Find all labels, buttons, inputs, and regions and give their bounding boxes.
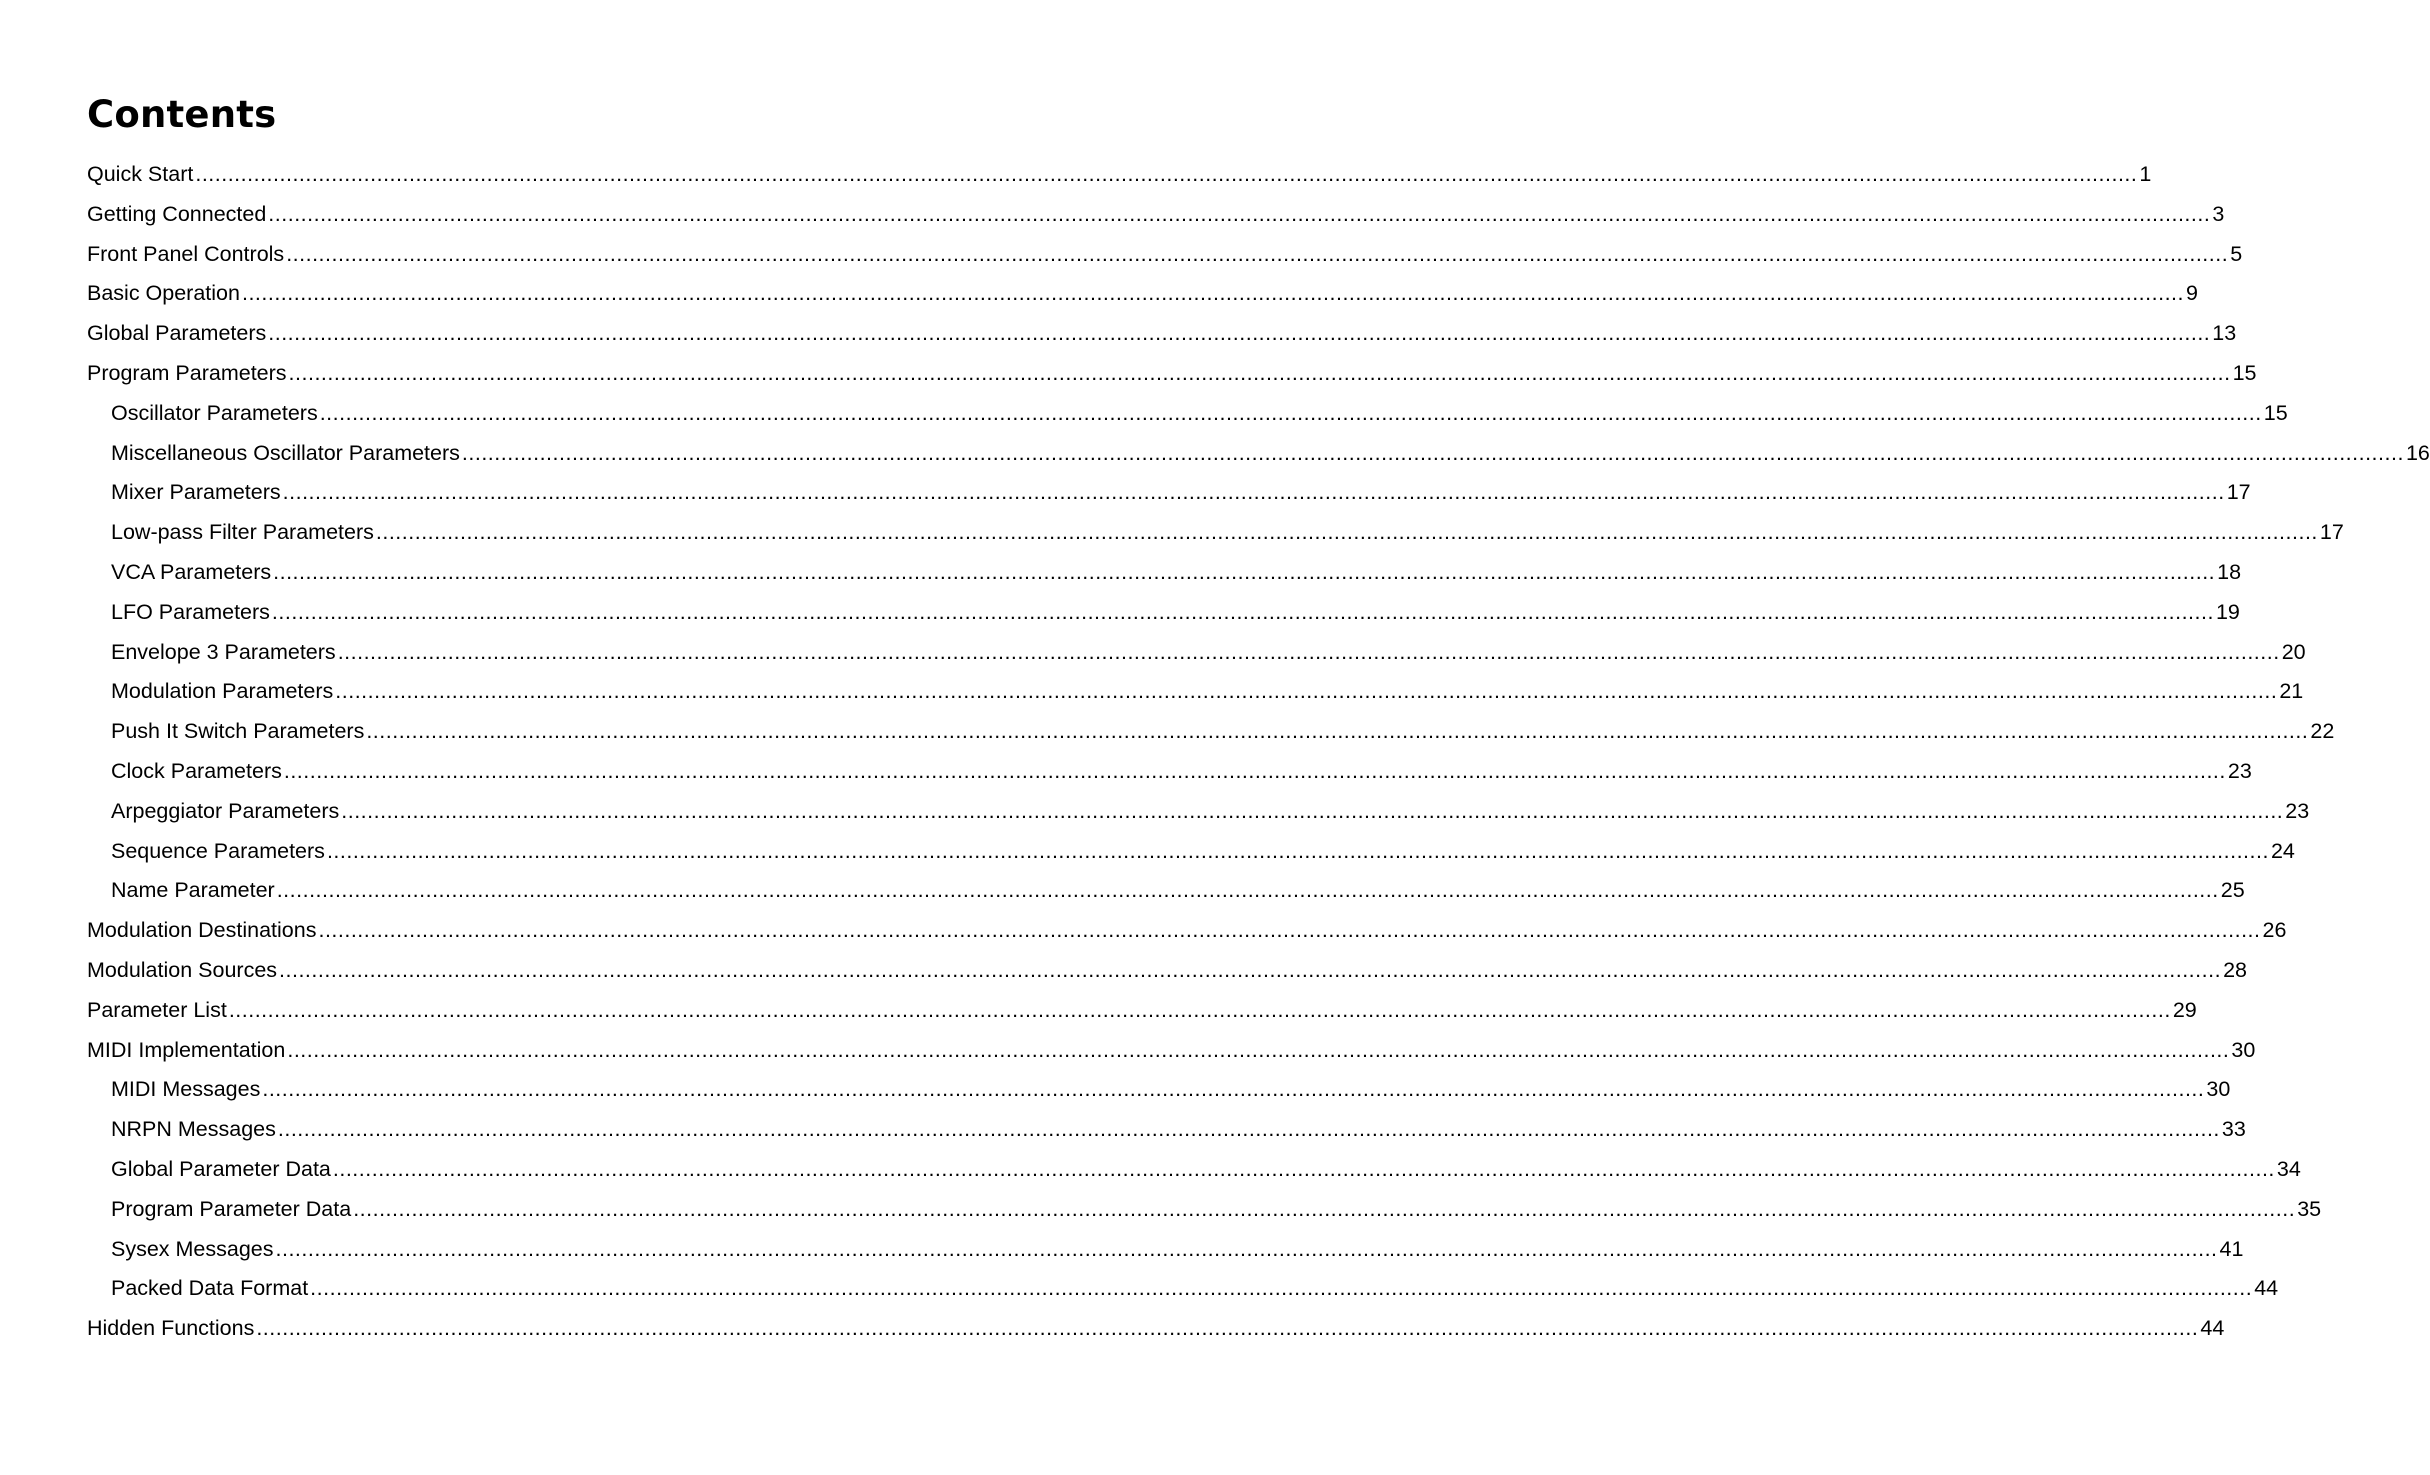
toc-entry-title: Miscellaneous Oscillator Parameters — [111, 440, 460, 465]
dot-leader: ............................................................................................................................................................................................................................................................................................................ — [279, 957, 2222, 982]
toc-entry[interactable] — [87, 1110, 2246, 1150]
toc-entry-title: Hidden Functions — [87, 1316, 255, 1341]
toc-entry-title: Modulation Destinations — [87, 918, 317, 943]
toc-entry-title: Modulation Parameters — [111, 679, 334, 704]
toc-entry-title: Front Panel Controls — [87, 241, 285, 266]
toc-entry-title: Low-pass Filter Parameters — [111, 520, 374, 545]
toc-entry[interactable] — [87, 672, 2304, 712]
toc-entry-page-number: 29 — [2172, 997, 2197, 1022]
toc-entry-title: Global Parameters — [87, 321, 267, 346]
toc-entry[interactable] — [87, 473, 2251, 513]
toc-entry[interactable] — [87, 633, 2306, 673]
toc-entry-page-number: 3 — [2212, 201, 2225, 226]
dot-leader: ............................................................................................................................................................................................................................................................................................................ — [353, 1196, 2296, 1221]
toc-entry-title: Getting Connected — [87, 201, 267, 226]
dot-leader: ............................................................................................................................................................................................................................................................................................................ — [335, 679, 2278, 704]
toc-entry-page-number: 28 — [2223, 957, 2247, 982]
dot-leader: ............................................................................................................................................................................................................................................................................................................ — [326, 838, 2269, 863]
toc-entry-page-number: 23 — [2227, 758, 2252, 783]
dot-leader: ............................................................................................................................................................................................................................................................................................................ — [337, 639, 2280, 664]
dot-leader: ............................................................................................................................................................................................................................................................................................................ — [277, 1117, 2220, 1142]
toc-entry[interactable] — [87, 1309, 2225, 1349]
toc-entry-page-number: 35 — [2297, 1196, 2322, 1221]
dot-leader: ............................................................................................................................................................................................................................................................................................................ — [241, 281, 2184, 306]
toc-entry[interactable] — [87, 1269, 2279, 1309]
dot-leader: ............................................................................................................................................................................................................................................................................................................ — [283, 758, 2226, 783]
toc-entry[interactable] — [87, 314, 2237, 354]
toc-entry[interactable] — [87, 752, 2252, 792]
toc-entry[interactable] — [87, 195, 2225, 235]
toc-entry-page-number: 5 — [2230, 241, 2243, 266]
toc-entry-page-number: 19 — [2215, 599, 2240, 624]
toc-entry[interactable] — [87, 792, 2310, 832]
toc-entry-page-number: 17 — [2226, 480, 2251, 505]
toc-entry-page-number: 30 — [2231, 1037, 2256, 1062]
toc-entry[interactable] — [87, 513, 2344, 553]
dot-leader: ............................................................................................................................................................................................................................................................................................................ — [276, 878, 2219, 903]
toc-entry-page-number: 41 — [2219, 1236, 2244, 1261]
dot-leader: ............................................................................................................................................................................................................................................................................................................ — [268, 321, 2211, 346]
toc-entry-page-number: 24 — [2270, 838, 2295, 863]
dot-leader: ............................................................................................................................................................................................................................................................................................................ — [268, 201, 2211, 226]
toc-entry-title: MIDI Messages — [111, 1077, 261, 1102]
toc-entry-title: Parameter List — [87, 997, 227, 1022]
toc-entry-page-number: 25 — [2220, 878, 2245, 903]
toc-entry[interactable] — [87, 1070, 2231, 1110]
dot-leader: ............................................................................................................................................................................................................................................................................................................ — [341, 798, 2284, 823]
toc-entry[interactable] — [87, 593, 2240, 633]
toc-entry-title: Mixer Parameters — [111, 480, 281, 505]
dot-leader: ............................................................................................................................................................................................................................................................................................................ — [271, 599, 2214, 624]
toc-entry[interactable] — [87, 832, 2295, 872]
toc-entry-title: Name Parameter — [111, 878, 275, 903]
toc-entry-page-number: 18 — [2217, 559, 2242, 584]
toc-entry-page-number: 1 — [2139, 162, 2152, 186]
toc-entry[interactable] — [87, 394, 2288, 434]
toc-entry-title: Program Parameter Data — [111, 1196, 352, 1221]
dot-leader: ............................................................................................................................................................................................................................................................................................................ — [275, 1236, 2218, 1261]
toc-entry-page-number: 44 — [2200, 1316, 2225, 1341]
toc-entry-title: MIDI Implementation — [87, 1037, 286, 1062]
toc-entry-title: Program Parameters — [87, 360, 287, 385]
toc-entry-title: Global Parameter Data — [111, 1156, 331, 1181]
dot-leader: ............................................................................................................................................................................................................................................................................................................ — [319, 400, 2262, 425]
toc-entry-title: NRPN Messages — [111, 1117, 276, 1142]
dot-leader: ............................................................................................................................................................................................................................................................................................................ — [273, 559, 2216, 584]
toc-entry-page-number: 23 — [2285, 798, 2310, 823]
toc-entry-title: Sequence Parameters — [111, 838, 325, 863]
toc-entry-page-number: 9 — [2186, 281, 2198, 306]
toc-entry-page-number: 15 — [2263, 400, 2288, 425]
dot-leader: ............................................................................................................................................................................................................................................................................................................ — [332, 1156, 2275, 1181]
toc-entry[interactable] — [87, 354, 2257, 394]
toc-entry-page-number: 33 — [2221, 1117, 2246, 1142]
dot-leader: ............................................................................................................................................................................................................................................................................................................ — [310, 1276, 2253, 1301]
toc-entry[interactable] — [87, 1150, 2301, 1190]
toc-entry-title: Modulation Sources — [87, 957, 278, 982]
toc-entry[interactable] — [87, 155, 2152, 195]
toc-entry-page-number: 16 — [2405, 440, 2430, 465]
toc-entry-page-number: 21 — [2279, 679, 2304, 704]
dot-leader: ............................................................................................................................................................................................................................................................................................................ — [262, 1077, 2205, 1102]
toc-entry-title: Envelope 3 Parameters — [111, 639, 336, 664]
dot-leader: ............................................................................................................................................................................................................................................................................................................ — [286, 241, 2229, 266]
dot-leader: ............................................................................................................................................................................................................................................................................................................ — [256, 1316, 2199, 1341]
toc-entry-page-number: 15 — [2232, 360, 2257, 385]
toc-entry-title: Clock Parameters — [111, 758, 282, 783]
dot-leader: ............................................................................................................................................................................................................................................................................................................ — [366, 719, 2309, 744]
dot-leader: ............................................................................................................................................................................................................................................................................................................ — [375, 520, 2318, 545]
dot-leader: ............................................................................................................................................................................................................................................................................................................ — [228, 997, 2171, 1022]
toc-entry-title: Push It Switch Parameters — [111, 719, 365, 744]
toc-entry[interactable] — [87, 871, 2245, 911]
toc-entry[interactable] — [87, 951, 2247, 991]
toc-entry-title: Sysex Messages — [111, 1236, 274, 1261]
toc-entry[interactable] — [87, 553, 2242, 593]
dot-leader: ............................................................................................................................................................................................................................................................................................................ — [318, 918, 2261, 943]
toc-entry-page-number: 17 — [2319, 520, 2344, 545]
dot-leader: ............................................................................................................................................................................................................................................................................................................ — [282, 480, 2225, 505]
toc-entry-title: VCA Parameters — [111, 559, 272, 584]
toc-entry-page-number: 13 — [2212, 321, 2237, 346]
dot-leader: ............................................................................................................................................................................................................................................................................................................ — [195, 162, 2138, 186]
toc-entry[interactable] — [87, 712, 2335, 752]
toc-entry[interactable] — [87, 235, 2243, 275]
toc-entry-title: Arpeggiator Parameters — [111, 798, 340, 823]
toc-entry-title: Oscillator Parameters — [111, 400, 318, 425]
toc-entry-title: LFO Parameters — [111, 599, 270, 624]
toc-entry-page-number: 20 — [2281, 639, 2306, 664]
toc-entry-page-number: 34 — [2276, 1156, 2301, 1181]
dot-leader: ............................................................................................................................................................................................................................................................................................................ — [461, 440, 2404, 465]
toc-entry[interactable] — [87, 991, 2197, 1031]
toc-entry-title: Basic Operation — [87, 281, 240, 306]
toc-entry-title: Packed Data Format — [111, 1276, 309, 1301]
toc-entry-page-number: 22 — [2310, 719, 2335, 744]
toc-entry[interactable] — [87, 434, 2430, 474]
toc-entry[interactable] — [87, 274, 2198, 314]
toc-entry-page-number: 30 — [2206, 1077, 2231, 1102]
dot-leader: ............................................................................................................................................................................................................................................................................................................ — [287, 1037, 2230, 1062]
toc-entry-title: Quick Start — [87, 162, 194, 186]
toc-entry[interactable] — [87, 1031, 2256, 1071]
toc-entry-page-number: 44 — [2254, 1276, 2279, 1301]
table-of-contents — [87, 155, 2430, 1349]
toc-entry[interactable] — [87, 1190, 2322, 1230]
toc-entry-page-number: 26 — [2262, 918, 2287, 943]
toc-entry[interactable] — [87, 911, 2287, 951]
dot-leader: ............................................................................................................................................................................................................................................................................................................ — [288, 360, 2231, 385]
page-title: Contents — [87, 93, 277, 136]
toc-entry[interactable] — [87, 1230, 2244, 1270]
